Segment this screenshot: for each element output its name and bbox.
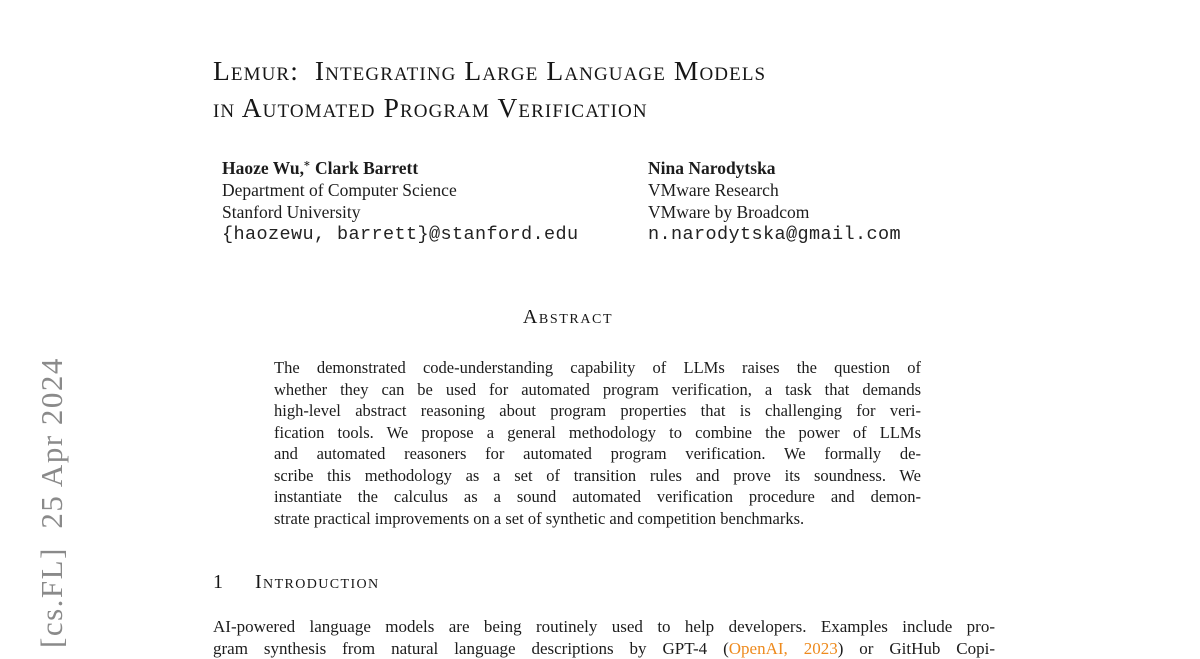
abstract-line: scribe this methodology as a set of transition rules and prove its soundness. We [274,465,921,485]
abstract-heading: Abstract [522,306,614,328]
author-block-right [648,158,901,246]
citation-link-openai-2023[interactable]: OpenAI, 2023 [728,638,838,658]
author-names-left [222,158,579,180]
intro-line-1: AI-powered language models are being routinely used to help developers. Examples include pro- [213,617,995,636]
arxiv-stamp: [cs.FL] 25 Apr 2024 [34,357,69,648]
abstract-body [274,357,921,529]
paper-title-line1: Lemur: Integrating Large Language Models [213,55,767,86]
author-block-left [222,158,579,246]
intro-line-2-post: ) or GitHub Copi- [837,638,996,658]
section-heading-introduction [213,571,380,594]
abstract-line: and automated reasoners for automated program verification. We formally de- [274,444,921,463]
abstract-line: strate practical improvements on a set of synthetic and competition benchmarks. [274,508,805,528]
paper-title-line2: in Automated Program Verification [213,92,648,123]
author-email-left: {haozewu, barrett}@stanford.edu [222,224,579,246]
abstract-line: fication tools. We propose a general methodology to combine the power of LLMs [274,422,921,442]
abstract-line: whether they can be used for automated program verification, a task that demands [274,379,921,399]
author-name-post: Clark Barrett [310,158,419,178]
author-email-right: n.narodytska@gmail.com [648,224,902,246]
intro-line-2 [213,638,995,659]
author-name-pre: Haoze Wu, [222,158,304,178]
author-asterisk: ∗ [303,158,311,171]
introduction-paragraph [213,616,995,659]
author-affiliation-right-1: VMware Research [648,179,779,200]
author-affiliation-left-1: Department of Computer Science [222,179,457,200]
intro-line-2-pre: gram synthesis from natural language descriptions by GPT-4 ( [213,638,729,658]
section-label: Introduction [255,571,380,593]
author-name-right: Nina Narodytska [648,158,776,178]
abstract-line: The demonstrated code-understanding capability of LLMs raises the question of [274,358,921,377]
author-affiliation-left-2: Stanford University [222,201,361,222]
abstract-line: high-level abstract reasoning about program properties that is challenging for veri- [274,401,921,420]
author-affiliation-right-2: VMware by Broadcom [648,201,810,222]
abstract-line: instantiate the calculus as a sound automated verification procedure and demon- [274,487,921,506]
section-number: 1 [213,571,223,593]
paper-title [213,52,766,126]
